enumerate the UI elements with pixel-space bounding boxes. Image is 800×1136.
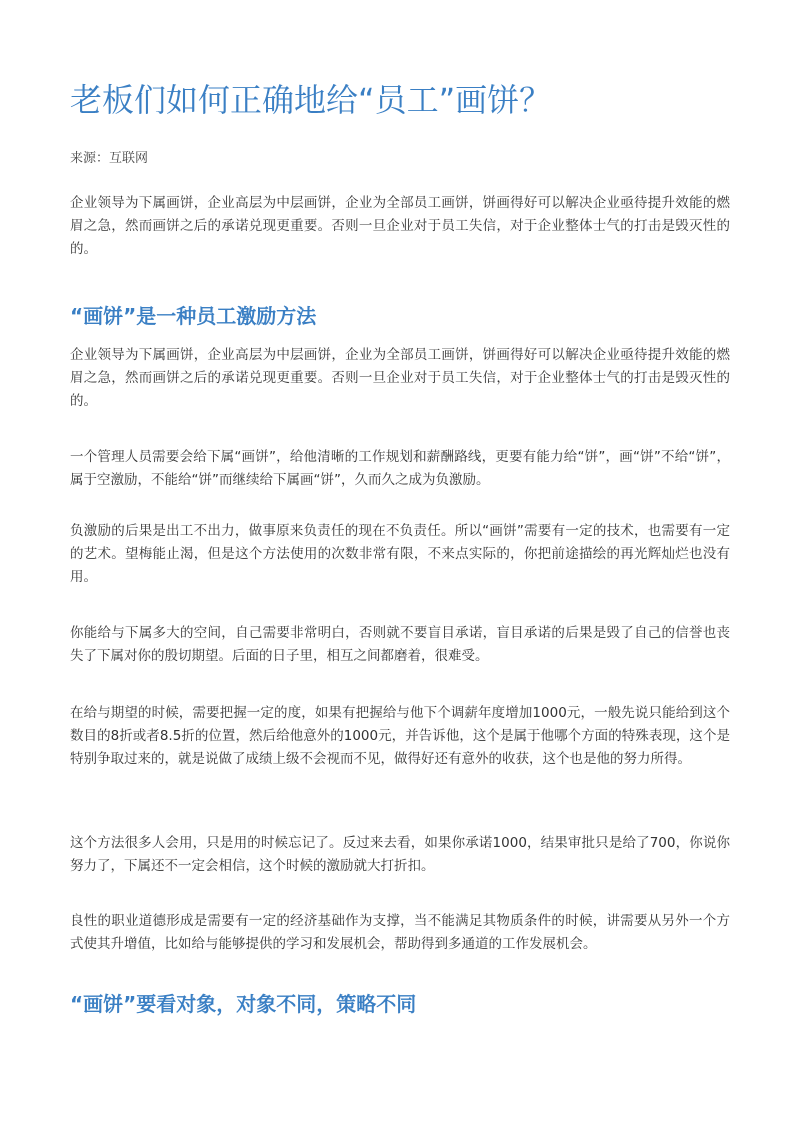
section1-paragraph-2: 一个管理人员需要会给下属“画饼”，给他清晰的工作规划和薪酬路线，更要有能力给“饼”，画“饼”不给“饼”，属于空激励，不能给“饼”而继续给下属画“饼”，久而久之成为负激励。 [70,449,730,488]
section1-paragraph-4: 你能给与下属多大的空间，自己需要非常明白，否则就不要盲目承诺，盲目承诺的后果是毁了自己的信誉也丧失了下属对你的殷切期望。后面的日子里，相互之间都磨着，很难受。 [70,625,730,664]
section-heading-2: “画饼”要看对象，对象不同，策略不同 [70,992,417,1016]
section1-paragraph-5: 在给与期望的时候，需要把握一定的度，如果有把握给与他下个调薪年度增加1000元，一般先说只能给到这个数目的8折或者8.5折的位置，然后给他意外的1000元，并告诉他，这个是属于他哪个方面的特殊表现，这个是特别争取过来的，就是说做了成绩上级不会视而不见，做得好还有意外的收获，这个也是他的努力所得。 [70,705,730,767]
section1-paragraph-3: 负激励的后果是出工不出力，做事原来负责任的现在不负责任。所以“画饼”需要有一定的技术，也需要有一定的艺术。望梅能止渴，但是这个方法使用的次数非常有限，不来点实际的，你把前途描绘的再光辉灿烂也没有用。 [70,523,730,585]
section1-paragraph-6: 这个方法很多人会用，只是用的时候忘记了。反过来去看，如果你承诺1000，结果审批只是给了700，你说你努力了，下属还不一定会相信，这个时候的激励就大打折扣。 [70,835,730,874]
section1-paragraph-1: 企业领导为下属画饼，企业高层为中层画饼，企业为全部员工画饼，饼画得好可以解决企业亟待提升效能的燃眉之急，然而画饼之后的承诺兑现更重要。否则一旦企业对于员工失信，对于企业整体士气的打击是毁灭性的的。 [70,347,730,409]
section-heading-1: “画饼”是一种员工激励方法 [70,304,317,328]
intro-paragraph: 企业领导为下属画饼，企业高层为中层画饼，企业为全部员工画饼，饼画得好可以解决企业亟待提升效能的燃眉之急，然而画饼之后的承诺兑现更重要。否则一旦企业对于员工失信，对于企业整体士气的打击是毁灭性的的。 [70,195,730,257]
article-title: 老板们如何正确地给“员工”画饼？ [70,81,552,119]
article-source: 来源：互联网 [70,151,149,166]
section1-paragraph-7: 良性的职业道德形成是需要有一定的经济基础作为支撑，当不能满足其物质条件的时候，讲需要从另外一个方式使其升增值，比如给与能够提供的学习和发展机会，帮助得到多通道的工作发展机会。 [70,913,730,952]
